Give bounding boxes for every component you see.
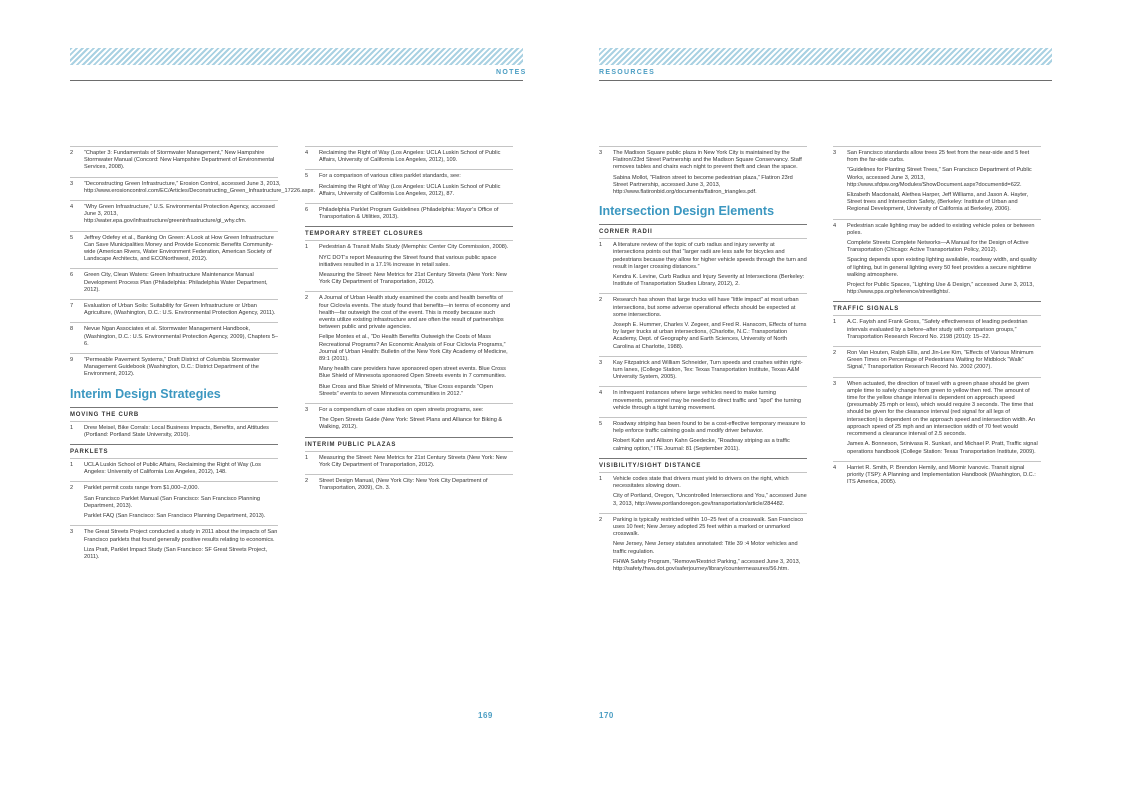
note-entry: [70, 421, 278, 439]
note-body: [319, 150, 513, 164]
note-text: Spacing depends upon existing lighting available, roadway width, and quality of lighting, but in general lighting every 50 feet provides a secure nighttime walking atmosphere.: [847, 257, 1037, 278]
note-entry: [833, 346, 1041, 372]
note-number: 4: [833, 222, 837, 229]
note-body: [613, 297, 807, 350]
note-text: Pedestrian scale lighting may be added to existing vehicle poles or between poles.: [847, 222, 1035, 236]
note-text: FHWA Safety Program, “Remove/Restrict Parking,” accessed June 3, 2013, http://safety.fhwa.dot.gov/saferjourney/library/countermeasures/56.htm.: [613, 558, 801, 572]
note-body: [84, 181, 315, 195]
section-title: Intersection Design Elements: [599, 204, 775, 219]
note-text: “Guidelines for Planting Street Trees,” San Francisco Department of Public Works, accessed June 3, 2013, http://www.sfdpw.org/Modules/ShowDocument.aspx?documentid=622.: [847, 167, 1032, 188]
note-number: 3: [599, 359, 603, 366]
note-entry: [70, 353, 278, 379]
note-number: 9: [70, 357, 74, 364]
note-text: Many health care providers have sponsored open street events. Blue Cross Blue Shield of Minnesota sponsored Open Streets events in 7 communities.: [319, 366, 507, 380]
note-entry: [599, 356, 807, 382]
note-text: Measuring the Street: New Metrics for 21st Century Streets (New York: New York City Department of Transportation, 2012).: [319, 454, 507, 468]
note-entry: [833, 461, 1041, 487]
note-body: [319, 295, 513, 398]
note-text: Drew Meisel, Bike Corrals: Local Business Impacts, Benefits, and Attitudes (Portland: Portland State University, 2010).: [84, 424, 269, 438]
category-heading: INTERIM PUBLIC PLAZAS: [305, 437, 513, 449]
note-number: 3: [833, 380, 837, 387]
note-number: 3: [70, 180, 74, 187]
note-text: A literature review of the topic of curb radius and injury severity at intersections points out that “larger radii are less safe for bicycles and pedestrians because they allow for higher vehicle speeds through the turn and result in larger crossing distances.”: [613, 242, 807, 270]
note-number: 2: [599, 516, 603, 523]
note-entry: [305, 240, 513, 286]
note-body: [847, 381, 1041, 456]
note-entry: [833, 377, 1041, 456]
page-number-right: 170: [599, 711, 614, 720]
category-heading: MOVING THE CURB: [70, 407, 278, 419]
note-entry: [599, 293, 807, 350]
note-body: [84, 272, 278, 294]
note-number: 1: [833, 319, 837, 326]
note-body: [319, 244, 513, 286]
category-heading: TRAFFIC SIGNALS: [833, 301, 1041, 313]
note-text: Pedestrian & Transit Malls Study (Memphis: Center City Commission, 2008).: [319, 244, 509, 251]
note-text: Blue Cross and Blue Shield of Minnesota, “Blue Cross expands “Open Streets” events to seven Minnesota communities in 2012.”: [319, 383, 493, 397]
category-heading: PARKLETS: [70, 444, 278, 456]
note-entry: [833, 219, 1041, 297]
note-number: 2: [70, 150, 74, 156]
note-text: Felipe Montes et al., “Do Health Benefits Outweigh the Costs of Mass Recreational Programs? An Economic Analysis of Four Ciclovía Programs,” Journal of Urban Health: Bulletin of the New York City Academy of Medicine, 89:1 (2011).: [319, 334, 508, 363]
note-body: [84, 326, 278, 348]
note-number: 4: [599, 390, 603, 397]
note-text: “Deconstructing Green Infrastructure,” Erosion Control, accessed June 3, 2013, http://www.erosioncontrol.com/EC/Articles/Deconstructing_Green_Infrastructure_17226.aspx.: [84, 180, 316, 194]
note-entry: [70, 525, 278, 561]
note-text: Sabina Mollot, “Flatiron street to become pedestrian plaza,” Flatiron 23rd Street Partnership, accessed June 3, 2013, http://www.flatironbid.org/documents/flatiron_triangles.pdf.: [613, 174, 793, 196]
note-text: Elizabeth Macdonald, Alethea Harper, Jeff Williams, and Jason A. Hayter, Street trees and Intersection Safety, (Berkeley: Institute of Urban and Regional Development, University of California at Berkeley, 2006).: [847, 192, 1029, 213]
note-body: [319, 478, 513, 492]
note-number: 4: [305, 150, 309, 156]
note-text: Joseph E. Hummer, Charles V. Zegeer, and Fred R. Hanscom, Effects of turns by larger trucks at urban intersections, (Charlotte, N.C.: Transportation Academy, Dept. of Geography and Earth Sciences, University of North Carolina at Charlotte, 1988).: [613, 322, 807, 350]
section-title: Interim Design Strategies: [70, 386, 221, 401]
note-number: 4: [833, 464, 837, 471]
note-body: [84, 235, 278, 264]
note-number: 2: [70, 485, 74, 492]
note-entry: [305, 291, 513, 398]
note-text: San Francisco standards allow trees 25 feet from the near-side and 5 feet from the far-side curbs.: [847, 150, 1030, 164]
note-body: [84, 425, 278, 439]
note-number: 1: [305, 244, 309, 251]
note-body: [84, 357, 278, 379]
note-number: 2: [833, 350, 837, 357]
note-body: [319, 455, 513, 469]
note-text: UCLA Luskin School of Public Affairs, Reclaiming the Right of Way (Los Angeles: University of California Los Angeles, 2012), 148.: [84, 462, 261, 476]
note-number: 4: [70, 204, 74, 211]
column-1: [70, 146, 316, 566]
note-number: 3: [70, 529, 74, 536]
note-text: James A. Bonneson, Srinivasa R. Sunkari, and Michael P. Pratt, Traffic signal operations handbook (College Station: Texas Transportation Institute, 2009).: [847, 441, 1038, 455]
note-body: [84, 150, 278, 172]
note-text: For a compendium of case studies on open streets programs, see:: [319, 407, 484, 414]
note-body: [613, 242, 807, 288]
column-4: [833, 146, 1041, 491]
note-text: Project for Public Spaces, “Lighting Use & Design,” accessed June 3, 2013, http://www.pps.org/reference/streetlights/.: [847, 282, 1034, 296]
note-body: [847, 150, 1041, 214]
note-body: [613, 150, 807, 196]
note-body: [319, 407, 513, 432]
note-text: Kay Fitzpatrick and William Schneider, Turn speeds and crashes within right-turn lanes, (College Station, Tex: Texas Transportation Institute, Texas A&M University System, 2005).: [613, 359, 803, 381]
notes-header-label: NOTES: [496, 69, 527, 76]
note-number: 6: [70, 272, 74, 279]
note-body: [613, 476, 807, 508]
note-body: [613, 360, 807, 382]
note-body: [84, 303, 278, 317]
note-text: “Permeable Pavement Systems,” Draft District of Columbia Stormwater Management Guidebook (Washington, D.C.: District Department of the Environment, 2012).: [84, 357, 260, 378]
note-text: “Chapter 3: Fundamentals of Stormwater Management,” New Hampshire Stormwater Manual (Concord: New Hampshire Department of Environmental Services, 2008).: [84, 150, 275, 171]
note-text: Harriet R. Smith, P. Brendon Hemily, and Miomir Ivanovic. Transit signal priority (TSP): A Planning and Implementation Handbook (Washington, D.C.: ITS America, 2005).: [847, 464, 1036, 486]
right-header-band: [599, 48, 1052, 65]
note-text: Parking is typically restricted within 10–25 feet of a crosswalk. San Francisco uses 10 feet; New Jersey adopted 25 feet within a marked or unmarked crosswalk.: [613, 516, 804, 538]
note-body: [84, 204, 278, 226]
note-text: Reclaiming the Right of Way (Los Angeles: UCLA Luskin School of Public Affairs, University of California Los Angeles, 2012), 109.: [319, 150, 501, 164]
note-number: 3: [599, 150, 603, 156]
note-entry: [833, 146, 1041, 214]
note-entry: [70, 322, 278, 348]
note-entry: [70, 268, 278, 294]
note-body: [847, 465, 1041, 487]
note-entry: [70, 481, 278, 520]
note-text: “Why Green Infrastructure,” U.S. Environmental Protection Agency, accessed June 3, 2013, http://water.epa.gov/infrastructure/greeninfrastructure/gi_why.cfm.: [84, 204, 275, 225]
note-text: Philadelphia Parklet Program Guidelines (Philadelphia: Mayor’s Office of Transportation & Utilities, 2013).: [319, 207, 499, 221]
category-heading: TEMPORARY STREET CLOSURES: [305, 226, 513, 238]
note-entry: [833, 315, 1041, 341]
note-number: 5: [70, 234, 74, 241]
note-text: New Jersey, New Jersey statutes annotated: Title 39 :4 Motor vehicles and traffic regulation.: [613, 541, 798, 555]
note-text: Evaluation of Urban Soils: Suitability for Green Infrastructure or Urban Agriculture, (Washington, D.C.: U.S. Environmental Protection Agency, 2011).: [84, 303, 276, 317]
note-text: Parklet FAQ (San Francisco: San Francisco Planning Department, 2013).: [84, 513, 266, 520]
note-entry: [599, 386, 807, 412]
note-entry: [70, 200, 278, 226]
note-number: 5: [305, 173, 309, 180]
note-entry: [70, 231, 278, 264]
category-heading: VISIBILITY/SIGHT DISTANCE: [599, 458, 807, 470]
note-text: Vehicle codes state that drivers must yield to drivers on the right, which necessitates slowing down.: [613, 475, 789, 490]
note-text: Nevue Ngan Associates et al. Stormwater Management Handbook, (Washington, D.C.: U.S. Environmental Protection Agency, 2009), Chapters 5–6.: [84, 326, 279, 347]
note-body: [319, 207, 513, 221]
note-text: Robert Kahn and Allison Kahn Goedecke, “Roadway striping as a traffic calming option,” ITE Journal: 81 (September 2011).: [613, 438, 790, 452]
note-text: Ron Van Houten, Ralph Ellis, and Jin-Lee Kim, “Effects of Various Minimum Green Times on Percentage of Pedestrians Waiting for Midblock “Walk” Signal,” Transportation Research Record No. 2002 (2007).: [847, 350, 1034, 371]
note-text: Research has shown that large trucks will have “little impact” at most urban intersections, but some adverse operational effects should be expected at some intersections.: [613, 297, 799, 318]
note-text: Reclaiming the Right of Way (Los Angeles: UCLA Luskin School of Public Affairs, University of California Los Angeles, 2012), 87.: [319, 183, 501, 197]
resources-header-label: RESOURCES: [599, 69, 656, 76]
note-text: Parklet permit costs range from $1,000–2,000.: [84, 485, 200, 492]
note-entry: [599, 472, 807, 508]
note-text: City of Portland, Oregon, “Uncontrolled Intersections and You,” accessed June 3, 2013, http://www.portlandoregon.gov/transportation/article/284482.: [613, 493, 807, 507]
note-entry: [305, 403, 513, 432]
note-text: Kendra K. Levine, Curb Radius and Injury Severity at Intersections (Berkeley: Institute of Transportation Studies Library, 2012), 2.: [613, 274, 805, 288]
note-number: 1: [599, 475, 603, 482]
note-entry: [599, 513, 807, 573]
note-number: 7: [70, 303, 74, 310]
note-body: [847, 319, 1041, 341]
note-number: 8: [70, 326, 74, 333]
note-entry: [70, 177, 316, 195]
right-header-rule: [599, 80, 1052, 81]
note-body: [847, 223, 1041, 297]
note-number: 6: [305, 207, 309, 214]
note-text: Street Design Manual, (New York City: New York City Department of Transportation, 2009), Ch. 3.: [319, 478, 488, 492]
note-text: In infrequent instances where large vehicles need to make turning movements, personnel may be needed to direct traffic and “spot” the turning vehicle through a tight turning movement.: [613, 390, 802, 411]
note-text: San Francisco Parklet Manual (San Francisco: San Francisco Planning Department, 2013).: [84, 495, 260, 509]
note-entry: [599, 238, 807, 288]
note-entry: [599, 417, 807, 453]
note-entry: [305, 203, 513, 221]
note-text: A Journal of Urban Health study examined the costs and health benefits of four Ciclovía events. The study found that benefits—in terms of economy and health—far outweigh the cost of the event. This is mostly because such events utilize existing infrastructure and are often the result of partnerships between public and private agencies.: [319, 295, 511, 331]
note-entry: [305, 451, 513, 469]
note-number: 2: [599, 297, 603, 304]
note-number: 3: [305, 407, 309, 414]
note-entry: [70, 299, 278, 317]
note-entry: [70, 146, 278, 172]
note-entry: [70, 458, 278, 476]
note-body: [847, 350, 1041, 372]
note-text: Measuring the Street: New Metrics for 21st Century Streets (New York: New York City Department of Transportation, 2012).: [319, 272, 507, 286]
note-text: When actuated, the direction of travel with a green phase should be given ample time to safely change from green to yellow then red. The amount of time for the yellow change interval is dependent on approach speed (presumably 25 mph or less), which would require 3 seconds. The time that should be given for the clearance interval (red signal for all legs of intersection) is dependent on the approach speed and intersection width. An approach speed of 25 mph and an intersection width of 70 feet would recommend a clearance interval of 2.5 seconds.: [847, 380, 1036, 438]
column-2: [305, 146, 513, 498]
note-body: [84, 529, 278, 561]
left-header-rule: [70, 80, 523, 81]
note-number: 5: [599, 421, 603, 428]
note-number: 1: [599, 242, 603, 249]
note-body: [319, 173, 513, 198]
note-entry: [305, 146, 513, 164]
note-text: The Open Streets Guide (New York: Street Plans and Alliance for Biking & Walking, 2012).: [319, 417, 503, 431]
note-text: Green City, Clean Waters: Green Infrastructure Maintenance Manual Development Process Plan (Philadelphia: Philadelphia Water Department, 2012).: [84, 272, 268, 293]
note-number: 2: [305, 478, 309, 485]
note-text: Jeffrey Odefey et al., Banking On Green: A Look at How Green Infrastructure Can Save Municipalities Money and Provide Economic Benefits Community-wide (American Rivers, Water Environment Federation, American Society of Landscape Architects, and ECONorthwest, 2012).: [84, 234, 274, 263]
note-body: [613, 517, 807, 573]
note-text: Complete Streets Complete Networks—A Manual for the Design of Active Transportation (Chicago: Active Transportation Policy, 2012).: [847, 240, 1029, 254]
category-heading: CORNER RADII: [599, 224, 807, 236]
note-text: NYC DOT’s report Measuring the Street found that various public space initiatives resulted in a 17.1% increase in retail sales.: [319, 254, 497, 268]
note-number: 2: [305, 295, 309, 302]
note-text: The Great Streets Project conducted a study in 2011 about the impacts of San Francisco parklets that found generally positive results relating to economics.: [84, 529, 278, 543]
note-text: The Madison Square public plaza in New York City is maintained by the Flatiron/23rd Street Partnership and the Madison Square Conservancy. Staff removes tables and chairs each night to prevent theft and clean the space.: [613, 150, 802, 171]
note-text: A.C. Fayish and Frank Gross, “Safety effectiveness of leading pedestrian intervals evaluated by a before–after study with comparison groups,” Transportation Research Record No. 2198 (2010): 15–22.: [847, 319, 1028, 340]
note-text: Liza Pratt, Parklet Impact Study (San Francisco: SF Great Streets Project, 2011).: [84, 546, 268, 560]
note-body: [613, 390, 807, 412]
column-3: [599, 146, 807, 578]
left-header-band: [70, 48, 523, 65]
note-body: [84, 485, 278, 520]
note-number: 1: [70, 424, 74, 431]
note-number: 1: [70, 462, 74, 469]
note-entry: [599, 146, 807, 196]
note-body: [613, 421, 807, 453]
note-text: Roadway striping has been found to be a cost-effective temporary measure to help enforce traffic calming goals and modify driver behavior.: [613, 421, 806, 435]
note-text: For a comparison of various cities parklet standards, see:: [319, 173, 461, 180]
note-entry: [305, 169, 513, 198]
note-entry: [305, 474, 513, 492]
note-number: 3: [833, 150, 837, 156]
page-number-left: 169: [478, 711, 493, 720]
note-body: [84, 462, 278, 476]
note-number: 1: [305, 454, 309, 461]
